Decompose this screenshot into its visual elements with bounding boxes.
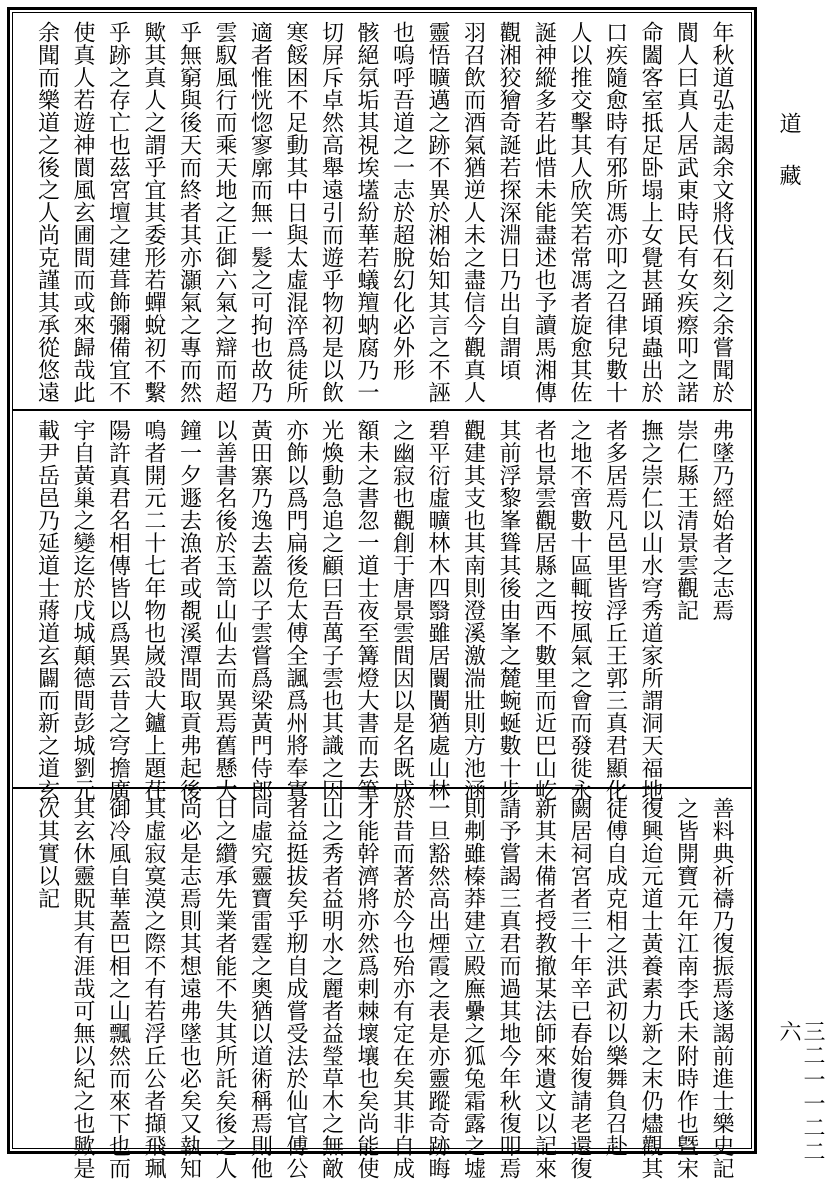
text-column: 弗墜乃經始者之志焉 xyxy=(709,419,734,622)
text-column: 者多居焉凡邑里皆浮丘王郭三真君顯化 xyxy=(602,419,628,802)
text-column: 碧平衍虛曠林木四翳雖居闤闠猶處山林 xyxy=(425,419,450,802)
text-column: 口疾隨愈時有邪所馮亦叩之召律兒數十 xyxy=(602,21,628,404)
panel-middle xyxy=(13,411,751,802)
text-column: 羽召飲而酒氣猶逆人未之盡信今觀真人 xyxy=(460,21,486,404)
text-column: 之幽寂也觀創于唐景雲間因以是名既成 xyxy=(389,419,415,802)
text-column: 余聞而樂道之後之人尚克謹其承從悠遠 xyxy=(34,21,60,404)
text-column: 宇自黃巢之變迄於戊城顛德間彭城劉元 xyxy=(70,419,95,802)
text-column: 載尹岳邑乃延道士蔣道玄闢而新之道玄 xyxy=(34,419,60,802)
text-column: 之皆開寶元年江南李氏未附時作也曁宋 xyxy=(673,797,699,1180)
text-column: 觀湘狡獪奇誕若探深淵日乃出自謂頃 xyxy=(496,21,521,381)
panel-lower xyxy=(13,789,751,1180)
text-column: 陽許真君名相傳皆以爲異云昔之穹擔廣 xyxy=(105,419,131,802)
text-column: 日之纘承先業者能不失其所託矣後之人 xyxy=(212,797,237,1180)
text-column: 請予嘗謁三真君而過其地今年秋復叩焉 xyxy=(496,797,521,1180)
panel-upper xyxy=(13,13,751,409)
panel-lower-columns xyxy=(13,789,751,1180)
text-column: 黃田寨乃逸去蓋以子雲嘗爲梁黃門侍郎 xyxy=(247,419,273,802)
text-column: 以善書名後於玉笥山仙去而異焉舊懸大 xyxy=(212,419,237,802)
panel-middle-columns xyxy=(13,411,751,802)
canon-title: 道藏 xyxy=(776,112,801,216)
text-column: 雲馭風行而乘天地之正御六氣之辯而超 xyxy=(212,21,237,404)
text-column: 乎跡之存亡也茲宮壇之建葺飾彌備宜不 xyxy=(105,21,131,404)
text-column: 誕神縱多若此惜未能盡述也予讀馬湘傳 xyxy=(531,21,557,404)
text-column: 其玄休靈貺其有涯哉可無以紀之也歟是 xyxy=(70,797,95,1180)
text-column: 則刜雖榛莽建立殿廡纍之狐兔霜露之墟 xyxy=(460,797,486,1180)
text-column: 御冷風自華蓋巴相之山飄然而來下也而 xyxy=(105,797,131,1180)
text-column: 撫之崇仁以山水穹秀道家所謂洞天福地 xyxy=(638,419,663,802)
text-column: 額未之書忽一道士夜至篝燈大書而去筆 xyxy=(354,419,379,802)
panel-upper-columns xyxy=(13,13,751,409)
text-column: 徒傅自成克相之洪武初以樂舞負召赴 xyxy=(602,797,628,1157)
text-column: 鳴者開元二十七年物也嵗設大鑪上題茌 xyxy=(141,419,166,802)
text-column: 亦飾以爲門扁後危太傅全諷爲州將奉寘 xyxy=(283,419,308,802)
page-number: 三二一一二二六 xyxy=(776,1020,825,1164)
text-column: 骸絕氛垢其視埃壒紛華若蟻羶蚋腐乃一 xyxy=(354,21,379,404)
text-column: 年秋道弘走謁余文將伐石刻之余嘗聞於 xyxy=(709,21,734,404)
page-frame-inner xyxy=(12,12,752,1180)
text-column: 乎無窮與後天而終者其亦灝氣之專而然 xyxy=(176,21,202,404)
text-column: 次其實以記 xyxy=(34,797,60,910)
text-column: 光煥動急追之顧曰吾萬子雲也其識之因 xyxy=(318,419,344,802)
text-column: 鐘一夕遯去漁者或覩溪潭間取貢弗起後 xyxy=(176,419,202,802)
text-column: 命闔客室抵足卧塌上女覺甚踊頃蟲出於 xyxy=(638,21,663,404)
text-column: 尚必是志焉則其想遠弗墜也必矣又執知 xyxy=(176,797,202,1180)
text-column: 也嗚呼吾道之一志於超脫幻化必外形 xyxy=(389,21,415,381)
text-column: 閬人曰真人居武東時民有女疾瘵叩之諾 xyxy=(673,21,699,404)
text-column: 其前浮黎峯聳其後由峯之麓蜿蜒數十步 xyxy=(496,419,521,802)
text-column: 闕居祠宮者三十年辛已春始復請老還復 xyxy=(567,797,592,1180)
text-column: 切屏斥卓然高舉遠引而遊乎物初是以飲 xyxy=(318,21,344,404)
text-column: 人以推交擊其人欣笑若常馮者旋愈其佐 xyxy=(567,21,592,404)
text-column: 於昔而著於今也殆亦有定在矣其非自成 xyxy=(389,797,415,1180)
text-column: 者益挺拔矣乎剏自成嘗受法於仙官傅公 xyxy=(283,797,308,1180)
text-column: 使真人若遊神閬風玄圃間而或來歸哉此 xyxy=(70,21,95,404)
text-column: 山之秀者益明水之麗者益瑩草木之無敵 xyxy=(318,797,344,1180)
text-column: 一旦豁然高出煙霞之表是亦靈蹤奇跡晦 xyxy=(425,797,450,1180)
text-column: 崇仁縣王清景雲觀記 xyxy=(673,419,699,622)
text-column: 適者惟恍惚寥廓而無一髮之可拘也故乃 xyxy=(247,21,273,404)
page-frame xyxy=(7,7,757,1180)
text-column: 者也景雲觀居縣之西不數里而近巴山屹 xyxy=(531,419,557,802)
text-column: 歟其真人之謂乎宜其委形若蟬蛻初不繫 xyxy=(141,21,166,404)
text-column: 才能幹濟將亦然爲剌棘壞壤也矣尚能使 xyxy=(354,797,379,1180)
text-column: 復興迨元道士黃養素力新之末仍燼觀其 xyxy=(638,797,663,1180)
text-column: 靈悟曠邁之跡不異於湘始知其言之不誣 xyxy=(425,21,450,404)
text-column: 新其未備者授教撤某法師來遺文以記來 xyxy=(531,797,557,1180)
text-column: 同虛究靈寶雷霆之奧猶以道術稱焉則他 xyxy=(247,797,273,1180)
text-column: 觀建其支也其南則澄溪激湍壯則方池涵 xyxy=(460,419,486,802)
text-column: 善料典祈禱乃復振焉遂謁前進士樂史記 xyxy=(709,797,734,1180)
text-column: 寒餒困不足動其中日與太虛混淬爲徒所 xyxy=(283,21,308,404)
text-column: 之地不啻數十區輒按風氣之會而發徙永 xyxy=(567,419,592,802)
text-column: 其虛寂寞漠之際不有若浮丘公者擷飛珮 xyxy=(141,797,166,1180)
